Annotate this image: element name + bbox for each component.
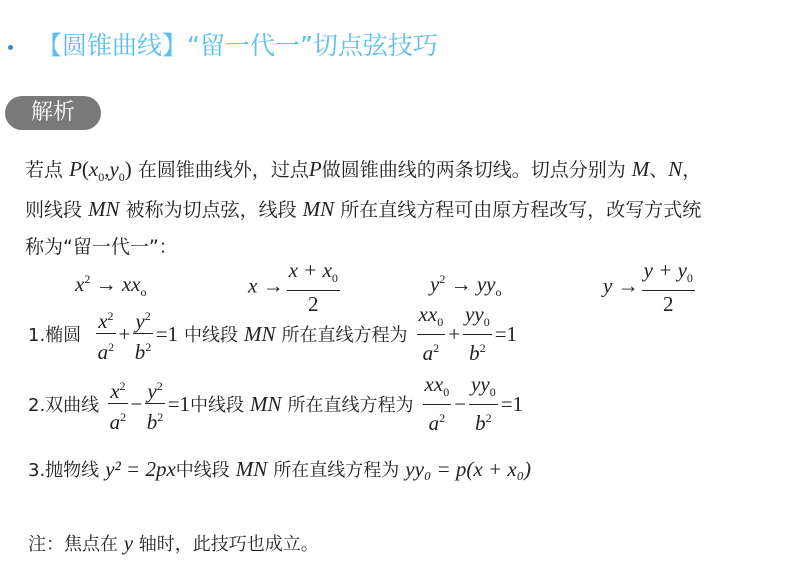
item-parabola: 3.抛物线 y² = 2px 中线段 MN 所在直线方程为 yy₀ = p(x + x₀) (28, 456, 532, 481)
section-title (8, 26, 438, 62)
analysis-badge: 解析 (5, 96, 101, 130)
note: 注：焦点在 y 轴时，此技巧也成立。 (28, 531, 319, 555)
bullet-icon (8, 45, 13, 50)
item-ellipse: 1.椭圆 $\frac{x^2}{a^2}$ + $\frac{y^2}{b^2}$ =1 中线段 MN 所在直线方程为 $\frac{xx_0}{a^2}$ + $\frac{yy_0}{b^2}$ =1 (28, 302, 518, 366)
mapping-y2: $y^2 \to yy_o$ (430, 272, 502, 300)
para-line-2: 则线段 MN 被称为切点弦，线段 MN 所在直线方程可由原方程改写，改写方式统 (25, 197, 702, 221)
mapping-y: y → $\frac{y + y_0}{2}$ (603, 258, 693, 317)
mapping-x: x → $\frac{x + x_0}{2}$ (248, 258, 338, 317)
item-hyperbola: 2.双曲线 $\frac{x^2}{a^2}$ − $\frac{y^2}{b^2}$ =1 中线段 MN 所在直线方程为 $\frac{xx_0}{a^2}$ − $\frac{yy_0}{b^2}$ =1 (28, 372, 524, 436)
para-line-3: 称为“留一代一”： (25, 236, 178, 258)
mapping-x2: $x^2 \to xx_o$ (75, 272, 147, 300)
para-line-1: 若点 $P(x_0,y_0)$ 在圆锥曲线外，过点P做圆锥曲线的两条切线。切点分别为 M、N， (25, 157, 702, 185)
title-text: 【圆锥曲线】“留一代一”切点弦技巧 (37, 31, 438, 60)
